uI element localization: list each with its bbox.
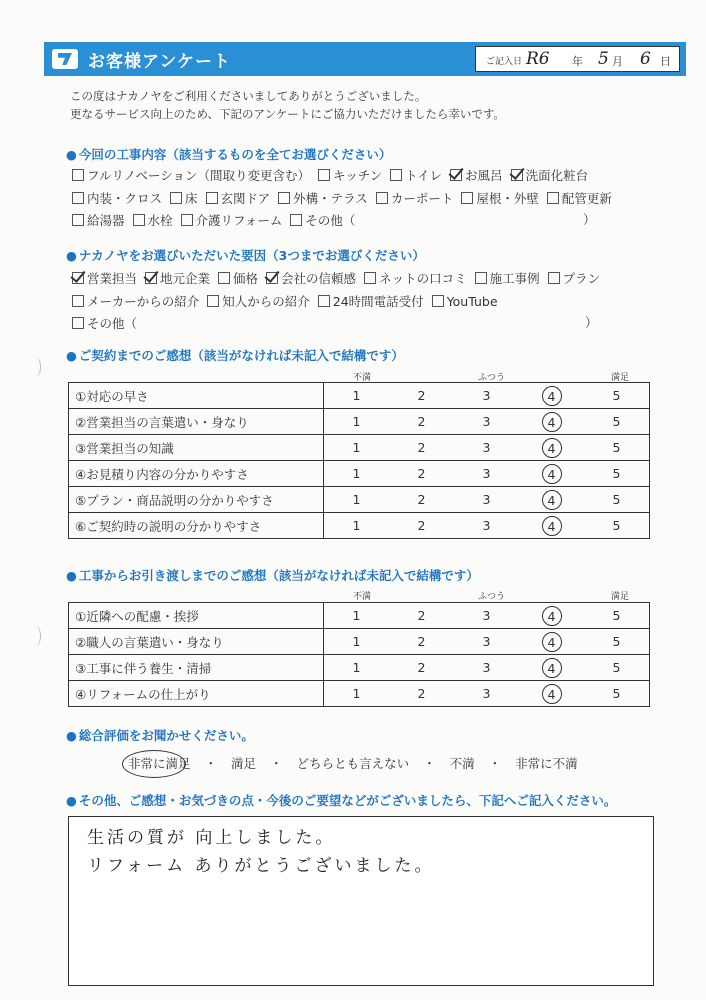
work-option[interactable] xyxy=(72,189,162,207)
rating-score-cell[interactable] xyxy=(519,383,584,409)
checkbox-icon[interactable] xyxy=(390,169,402,181)
rating-score-cell[interactable] xyxy=(519,603,584,629)
work-option[interactable] xyxy=(547,189,612,207)
reason-option[interactable] xyxy=(266,269,356,287)
rating-score-cell[interactable] xyxy=(389,603,454,629)
work-option-label: 玄関ドア xyxy=(220,191,271,206)
work-option-label: 洗面化粧台 xyxy=(525,168,589,183)
rating-score-cell[interactable] xyxy=(584,487,650,513)
work-heading: ● 今回の工事内容（該当するものを全てお選びください） xyxy=(66,145,391,163)
logo-mark-icon xyxy=(58,53,72,65)
reason-option[interactable] xyxy=(72,314,137,332)
rating-score-cell[interactable] xyxy=(324,409,390,435)
checkbox-icon[interactable] xyxy=(181,214,193,226)
header-bar xyxy=(44,42,686,76)
rating-question: ②職人の言葉遣い・身なり xyxy=(69,629,324,655)
score-value: 3 xyxy=(482,440,491,455)
reason-option-label: 24時間電話受付 xyxy=(332,294,424,309)
selected-score: 4 xyxy=(542,658,562,678)
rating-score-cell[interactable] xyxy=(324,487,390,513)
rating-question: ④お見積り内容の分かりやすさ xyxy=(69,461,324,487)
work-row xyxy=(72,166,596,184)
work-option-label: フルリノベーション（間取り変更含む） xyxy=(87,168,311,183)
reason-row xyxy=(72,292,506,310)
score-value: 1 xyxy=(352,634,361,649)
overall-option[interactable]: 非常に不満 xyxy=(515,756,578,771)
rating-score-cell[interactable] xyxy=(519,681,584,707)
work-option[interactable] xyxy=(461,189,539,207)
work-option-label: お風呂 xyxy=(465,168,503,183)
checkbox-icon[interactable] xyxy=(318,295,330,307)
checkbox-icon[interactable] xyxy=(72,295,84,307)
work-option-label: 内装・クロス xyxy=(87,191,163,206)
work-option[interactable] xyxy=(181,211,283,229)
rating-score-cell[interactable] xyxy=(519,487,584,513)
contract-scale-low: 不満 xyxy=(353,373,372,383)
contract-scale-mid: ふつう xyxy=(478,373,506,383)
rating-score-cell[interactable] xyxy=(324,383,390,409)
work-option[interactable] xyxy=(376,189,454,207)
score-value: 3 xyxy=(482,414,491,429)
reason-option[interactable] xyxy=(207,292,310,310)
rating-question: ⑤プラン・商品説明の分かりやすさ xyxy=(69,487,324,513)
comments-box[interactable] xyxy=(68,816,654,986)
reason-option-label: YouTube xyxy=(446,294,498,309)
selected-score: 4 xyxy=(542,464,562,484)
contract-rating-table xyxy=(68,382,650,539)
binder-hole-mark xyxy=(30,626,41,646)
selected-score: 4 xyxy=(542,412,562,432)
work-option-label: トイレ xyxy=(405,168,443,183)
rating-question: ④リフォームの仕上がり xyxy=(69,681,324,707)
rating-score-cell[interactable] xyxy=(389,409,454,435)
score-value: 5 xyxy=(612,608,621,623)
score-value: 3 xyxy=(482,634,491,649)
reason-option[interactable] xyxy=(72,269,137,287)
score-value: 5 xyxy=(612,492,621,507)
score-value: 2 xyxy=(417,492,426,507)
reason-option-label: 知人からの紹介 xyxy=(222,294,310,309)
score-value: 2 xyxy=(417,440,426,455)
reason-option[interactable] xyxy=(72,292,199,310)
rating-score-cell[interactable] xyxy=(454,383,519,409)
rating-score-cell[interactable] xyxy=(454,435,519,461)
option-separator: ・ xyxy=(204,756,218,771)
rating-score-cell[interactable] xyxy=(324,629,390,655)
score-value: 1 xyxy=(352,466,361,481)
rating-score-cell[interactable] xyxy=(454,513,519,539)
checkbox-icon[interactable] xyxy=(318,169,330,181)
date-year-unit: 年 xyxy=(572,55,583,68)
checked-checkbox-icon[interactable] xyxy=(450,169,462,181)
checkbox-icon[interactable] xyxy=(218,272,230,284)
selected-score: 4 xyxy=(542,438,562,458)
score-value: 3 xyxy=(482,686,491,701)
comments-heading: ● その他、ご感想・お気づきの点・今後のご要望などがございましたら、下記へご記入ください。 xyxy=(66,791,616,809)
checked-checkbox-icon[interactable] xyxy=(145,272,157,284)
score-value: 1 xyxy=(352,660,361,675)
rating-row xyxy=(69,487,650,513)
score-value: 5 xyxy=(612,634,621,649)
rating-score-cell[interactable] xyxy=(324,435,390,461)
score-value: 5 xyxy=(612,466,621,481)
rating-score-cell[interactable] xyxy=(584,629,650,655)
page-title: お客様アンケート xyxy=(88,52,231,72)
reason-option-label: プラン xyxy=(562,271,601,286)
checkbox-icon[interactable] xyxy=(170,192,182,204)
work-option-label: 水栓 xyxy=(147,213,173,228)
reason-option-label: 地元企業 xyxy=(160,271,211,286)
intro-line-1: この度はナカノヤをご利用くださいましてありがとうございました。 xyxy=(70,89,427,103)
work-option[interactable] xyxy=(170,189,198,207)
checked-checkbox-icon[interactable] xyxy=(511,169,523,181)
option-separator: ・ xyxy=(423,756,436,771)
rating-question: ⑥ご契約時の説明の分かりやすさ xyxy=(69,513,324,539)
date-day-unit: 日 xyxy=(660,55,671,68)
score-value: 2 xyxy=(417,466,426,481)
reason-row xyxy=(72,314,145,332)
date-label: ご記入日 xyxy=(486,57,523,67)
overall-option[interactable]: どちらとも言えない xyxy=(296,756,410,771)
reason-option[interactable] xyxy=(145,269,210,287)
rating-row xyxy=(69,629,650,655)
construction-scale-mid: ふつう xyxy=(478,592,506,602)
rating-score-cell[interactable] xyxy=(324,655,390,681)
reason-option-label: 価格 xyxy=(233,271,259,286)
rating-score-cell[interactable] xyxy=(389,435,454,461)
work-option[interactable] xyxy=(72,166,310,184)
score-value: 1 xyxy=(352,388,361,403)
rating-score-cell[interactable] xyxy=(584,435,650,461)
score-value: 1 xyxy=(352,414,361,429)
rating-row xyxy=(69,655,650,681)
checkbox-icon[interactable] xyxy=(206,192,218,204)
date-box[interactable] xyxy=(475,46,680,72)
rating-row xyxy=(69,383,650,409)
score-value: 3 xyxy=(482,466,491,481)
work-row xyxy=(72,189,620,207)
reason-option[interactable] xyxy=(475,269,540,287)
binder-hole-mark xyxy=(30,357,41,377)
rating-question: ③営業担当の知識 xyxy=(69,435,324,461)
rating-score-cell[interactable] xyxy=(324,461,390,487)
work-option-label: カーポート xyxy=(390,191,454,206)
checkbox-icon[interactable] xyxy=(376,192,388,204)
rating-score-cell[interactable] xyxy=(584,603,650,629)
score-value: 3 xyxy=(482,660,491,675)
reason-option-label: 施工事例 xyxy=(489,271,540,286)
checked-checkbox-icon[interactable] xyxy=(266,272,278,284)
checkbox-icon[interactable] xyxy=(72,169,84,181)
score-value: 2 xyxy=(417,660,426,675)
rating-score-cell[interactable] xyxy=(584,655,650,681)
selected-score: 4 xyxy=(542,490,562,510)
construction-rating-table xyxy=(68,602,650,707)
score-value: 2 xyxy=(417,686,426,701)
date-era: R6 xyxy=(526,49,550,69)
rating-score-cell[interactable] xyxy=(389,629,454,655)
checkbox-icon[interactable] xyxy=(432,295,444,307)
overall-options xyxy=(128,754,578,772)
selected-score: 4 xyxy=(542,386,562,406)
work-option[interactable] xyxy=(318,166,382,184)
rating-score-cell[interactable] xyxy=(324,603,390,629)
rating-score-cell[interactable] xyxy=(584,409,650,435)
work-option-label: 給湯器 xyxy=(87,213,125,228)
rating-row xyxy=(69,513,650,539)
reason-option-label: メーカーからの紹介 xyxy=(87,294,200,309)
overall-option[interactable]: 不満 xyxy=(449,756,475,771)
work-option-label: キッチン xyxy=(333,168,383,183)
score-value: 5 xyxy=(612,686,621,701)
rating-score-cell[interactable] xyxy=(389,487,454,513)
reason-option[interactable] xyxy=(548,269,601,287)
reasons-heading: ● ナカノヤをお選びいただいた要因（3つまでお選びください） xyxy=(66,246,425,264)
score-value: 1 xyxy=(352,492,361,507)
rating-score-cell[interactable] xyxy=(389,681,454,707)
overall-option[interactable]: 非常に満足 xyxy=(128,754,191,772)
score-value: 5 xyxy=(612,440,621,455)
work-option-label: 屋根・外壁 xyxy=(476,191,539,206)
reason-option[interactable] xyxy=(432,294,498,309)
rating-score-cell[interactable] xyxy=(584,513,650,539)
checkbox-icon[interactable] xyxy=(547,192,559,204)
score-value: 2 xyxy=(417,634,426,649)
option-separator: ・ xyxy=(270,756,283,771)
work-option[interactable] xyxy=(390,166,442,184)
work-option-label: 介護リフォーム xyxy=(195,213,283,228)
score-value: 3 xyxy=(482,388,491,403)
reason-option-label: 営業担当 xyxy=(87,271,138,286)
rating-score-cell[interactable] xyxy=(454,461,519,487)
work-option[interactable] xyxy=(72,211,125,229)
company-logo xyxy=(52,49,78,69)
rating-question: ②営業担当の言葉遣い・身なり xyxy=(69,409,324,435)
checkbox-icon[interactable] xyxy=(290,214,302,226)
selected-score: 4 xyxy=(542,516,562,536)
checkbox-icon[interactable] xyxy=(72,192,84,204)
reason-option[interactable] xyxy=(318,292,424,310)
reason-option-label: ネットの口コミ xyxy=(379,271,467,286)
score-value: 1 xyxy=(352,440,361,455)
work-option-label: その他（ xyxy=(305,213,356,228)
rating-score-cell[interactable] xyxy=(519,409,584,435)
comment-line-2: リフォーム ありがとうございました。 xyxy=(87,856,435,876)
score-value: 1 xyxy=(352,518,361,533)
rating-score-cell[interactable] xyxy=(454,655,519,681)
comment-line-1: 生活の質が 向上しました。 xyxy=(87,828,336,848)
score-value: 3 xyxy=(482,492,491,507)
work-option-label: 床 xyxy=(185,191,198,206)
score-value: 1 xyxy=(352,608,361,623)
rating-score-cell[interactable] xyxy=(389,461,454,487)
score-value: 1 xyxy=(352,686,361,701)
work-option[interactable] xyxy=(278,189,368,207)
contract-scale-high: 満足 xyxy=(611,373,630,383)
reason-row xyxy=(72,269,608,287)
score-value: 5 xyxy=(612,660,621,675)
overall-heading: ● 総合評価をお聞かせください。 xyxy=(66,726,254,744)
selected-score: 4 xyxy=(542,632,562,652)
rating-score-cell[interactable] xyxy=(454,409,519,435)
rating-score-cell[interactable] xyxy=(519,513,584,539)
work-option[interactable] xyxy=(450,166,503,184)
work-option[interactable] xyxy=(511,166,589,184)
date-day: 6 xyxy=(640,49,651,69)
score-value: 3 xyxy=(482,518,491,533)
score-value: 2 xyxy=(417,518,426,533)
option-separator: ・ xyxy=(488,756,502,771)
rating-score-cell[interactable] xyxy=(389,655,454,681)
checkbox-icon[interactable] xyxy=(72,214,84,226)
rating-score-cell[interactable] xyxy=(584,681,650,707)
work-option[interactable] xyxy=(133,211,173,229)
checkbox-icon[interactable] xyxy=(278,192,290,204)
work-row xyxy=(72,211,363,229)
rating-score-cell[interactable] xyxy=(519,461,584,487)
selected-score: 4 xyxy=(542,606,562,626)
rating-question: ①近隣への配慮・挨拶 xyxy=(69,603,324,629)
reason-option-label: 会社の信頼感 xyxy=(281,271,357,286)
work-option[interactable] xyxy=(290,211,355,229)
rating-row xyxy=(69,409,650,435)
rating-score-cell[interactable] xyxy=(454,603,519,629)
rating-row xyxy=(69,461,650,487)
intro-line-2: 更なるサービス向上のため、下記のアンケートにご協力いただけましたら幸いです。 xyxy=(70,107,505,121)
rating-score-cell[interactable] xyxy=(519,629,584,655)
checkbox-icon[interactable] xyxy=(72,317,84,329)
checkbox-icon[interactable] xyxy=(461,192,473,204)
rating-score-cell[interactable] xyxy=(389,383,454,409)
rating-question: ③工事に伴う養生・清掃 xyxy=(69,655,324,681)
score-value: 5 xyxy=(612,518,621,533)
date-month: 5 xyxy=(598,49,609,69)
checkbox-icon[interactable] xyxy=(207,295,219,307)
work-option-label: 配管更新 xyxy=(561,191,612,206)
rating-score-cell[interactable] xyxy=(454,487,519,513)
rating-row xyxy=(69,603,650,629)
reason-option[interactable] xyxy=(218,269,258,287)
rating-score-cell[interactable] xyxy=(454,681,519,707)
score-value: 2 xyxy=(417,388,426,403)
rating-score-cell[interactable] xyxy=(584,461,650,487)
rating-score-cell[interactable] xyxy=(324,681,390,707)
selection-circle-icon xyxy=(122,750,186,778)
overall-option[interactable]: 満足 xyxy=(231,756,257,771)
construction-heading: ● 工事からお引き渡しまでのご感想（該当がなければ未記入で結構です） xyxy=(66,566,479,584)
rating-row xyxy=(69,435,650,461)
reason-option[interactable] xyxy=(364,269,467,287)
rating-question: ①対応の早さ xyxy=(69,383,324,409)
rating-row xyxy=(69,681,650,707)
score-value: 5 xyxy=(612,388,621,403)
checked-checkbox-icon[interactable] xyxy=(72,272,84,284)
work-option[interactable] xyxy=(206,189,271,207)
work-other-close: ） xyxy=(583,212,596,227)
rating-score-cell[interactable] xyxy=(519,655,584,681)
rating-score-cell[interactable] xyxy=(389,513,454,539)
rating-score-cell[interactable] xyxy=(519,435,584,461)
construction-scale-low: 不満 xyxy=(353,592,372,602)
reason-option-label: その他（ xyxy=(87,316,138,331)
construction-scale-high: 満足 xyxy=(611,592,630,602)
checkbox-icon[interactable] xyxy=(548,272,560,284)
work-option-label: 外構・テラス xyxy=(293,191,368,206)
score-value: 2 xyxy=(417,608,426,623)
reasons-other-close: ） xyxy=(585,315,598,330)
score-value: 2 xyxy=(417,414,426,429)
rating-score-cell[interactable] xyxy=(324,513,390,539)
checkbox-icon[interactable] xyxy=(364,272,376,284)
date-month-unit: 月 xyxy=(612,55,623,68)
selected-score: 4 xyxy=(542,684,562,704)
score-value: 5 xyxy=(612,414,621,429)
score-value: 3 xyxy=(482,608,491,623)
rating-score-cell[interactable] xyxy=(584,383,650,409)
checkbox-icon[interactable] xyxy=(133,214,145,226)
contract-heading: ● ご契約までのご感想（該当がなければ未記入で結構です） xyxy=(66,346,404,364)
rating-score-cell[interactable] xyxy=(454,629,519,655)
checkbox-icon[interactable] xyxy=(475,272,487,284)
